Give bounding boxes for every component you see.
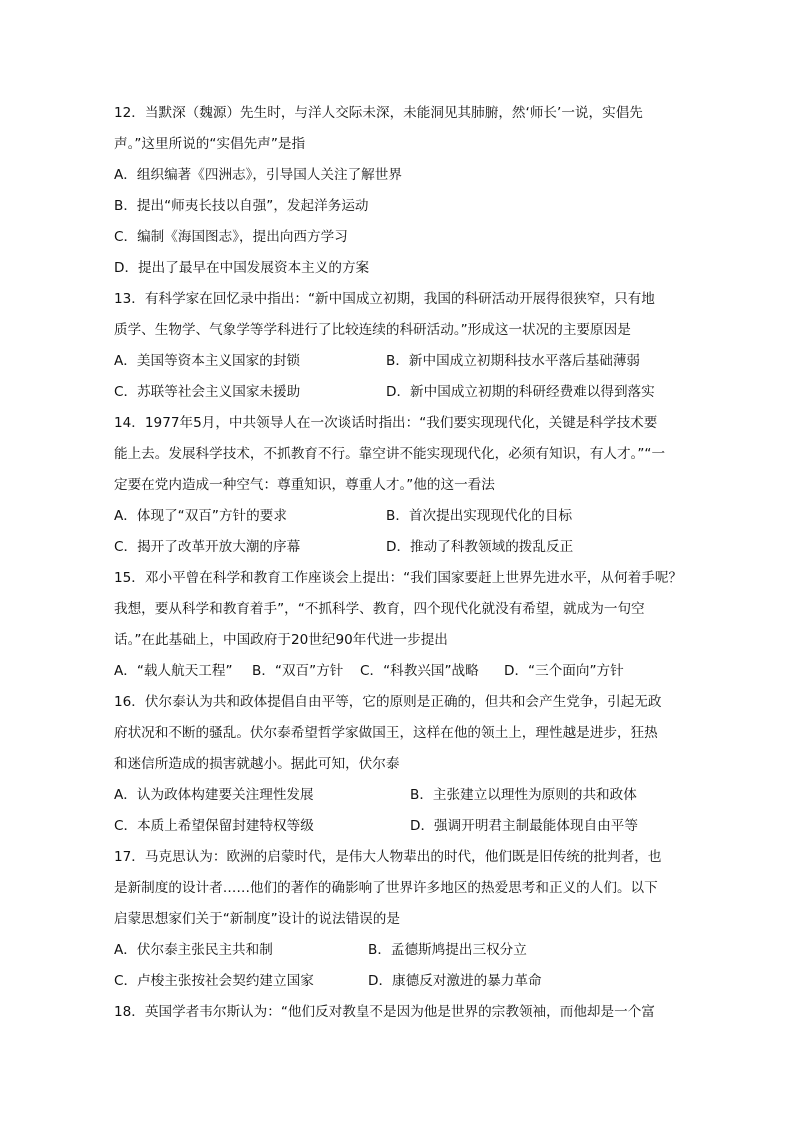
question-15-option-d: D．“三个面向”方针 xyxy=(504,663,624,679)
question-15-option-b: B．“双百”方针 xyxy=(252,663,344,679)
question-12-line-1: 12．当默深（魏源）先生时，与洋人交际未深，未能洞见其肺腑，然‘师长’一说，实倡先 xyxy=(114,105,643,121)
question-12-option-b: B．提出“师夷长技以自强”，发起洋务运动 xyxy=(114,198,369,214)
question-16-line-1: 16．伏尔泰认为共和政体提倡自由平等，它的原则是正确的，但共和会产生党争，引起无政 xyxy=(114,694,662,710)
question-17-option-a: A．伏尔泰主张民主共和制 xyxy=(114,942,273,958)
question-13-option-d: D．新中国成立初期的科研经费难以得到落实 xyxy=(386,384,655,400)
question-14-options-row-1 xyxy=(114,507,684,525)
question-17-options-row-2 xyxy=(114,972,684,990)
question-15-option-a: A．“载人航天工程” xyxy=(114,663,233,679)
question-17-line-1: 17．马克思认为：欧洲的启蒙时代，是伟大人物辈出的时代，他们既是旧传统的批判者，也 xyxy=(114,849,662,865)
question-15-option-c: C．“科教兴国”战略 xyxy=(360,663,479,679)
question-17-options-row-1 xyxy=(114,941,684,959)
question-15-options-row xyxy=(114,662,684,680)
question-12-option-d: D．提出了最早在中国发展资本主义的方案 xyxy=(114,260,370,276)
question-16-line-3: 和迷信所造成的损害就越小。据此可知，伏尔泰 xyxy=(114,756,400,772)
question-13-option-c: C．苏联等社会主义国家未援助 xyxy=(114,384,301,400)
question-16-option-c: C．本质上希望保留封建特权等级 xyxy=(114,818,314,834)
question-14-option-b: B．首次提出实现现代化的目标 xyxy=(386,508,573,524)
question-16-options-row-1 xyxy=(114,786,684,804)
question-17-option-b: B．孟德斯鸠提出三权分立 xyxy=(368,942,527,958)
question-16-line-2: 府状况和不断的骚乱。伏尔泰希望哲学家做国王，这样在他的领土上，理性越是进步，狂热 xyxy=(114,725,658,741)
question-17-line-2: 是新制度的设计者……他们的著作的确影响了世界许多地区的热爱思考和正义的人们。以下 xyxy=(114,880,658,896)
question-15-line-2: 我想，要从科学和教育着手”，“不抓科学、教育，四个现代化就没有希望，就成为一句空 xyxy=(114,601,645,617)
question-13-line-1: 13．有科学家在回忆录中指出：“新中国成立初期，我国的科研活动开展得很狭窄，只有地 xyxy=(114,291,655,307)
question-14-option-a: A．体现了“双百”方针的要求 xyxy=(114,508,287,524)
question-13-line-2: 质学、生物学、气象学等学科进行了比较连续的科研活动。”形成这一状况的主要原因是 xyxy=(114,322,631,338)
question-14-line-3: 定要在党内造成一种空气：尊重知识，尊重人才。”他的这一看法 xyxy=(114,477,495,493)
question-14-line-2: 能上去。发展科学技术，不抓教育不行。靠空讲不能实现现代化，必须有知识，有人才。”“一 xyxy=(114,446,666,462)
question-16-option-b: B．主张建立以理性为原则的共和政体 xyxy=(410,787,637,803)
question-13-option-a: A．美国等资本主义国家的封锁 xyxy=(114,353,301,369)
question-16-options-row-2 xyxy=(114,817,684,835)
question-17-option-c: C．卢梭主张按社会契约建立国家 xyxy=(114,973,314,989)
question-15-line-3: 话。”在此基础上，中国政府于20世纪90年代进一步提出 xyxy=(114,632,448,648)
question-12-option-c: C．编制《海国图志》，提出向西方学习 xyxy=(114,229,348,245)
question-16-option-a: A．认为政体构建要关注理性发展 xyxy=(114,787,314,803)
question-15-line-1: 15．邓小平曾在科学和教育工作座谈会上提出：“我们国家要赶上世界先进水平，从何着手呢？ xyxy=(114,570,683,586)
question-17-option-d: D．康德反对激进的暴力革命 xyxy=(368,973,542,989)
question-13-option-b: B．新中国成立初期科技水平落后基础薄弱 xyxy=(386,353,641,369)
question-14-options-row-2 xyxy=(114,538,684,556)
question-12-line-2: 声。”这里所说的“实倡先声”是指 xyxy=(114,136,306,152)
question-14-option-d: D．推动了科教领域的拨乱反正 xyxy=(386,539,574,555)
question-13-options-row-2 xyxy=(114,383,684,401)
question-16-option-d: D．强调开明君主制最能体现自由平等 xyxy=(410,818,638,834)
question-12-option-a: A．组织编著《四洲志》，引导国人关注了解世界 xyxy=(114,167,402,183)
question-17-line-3: 启蒙思想家们关于“新制度”设计的说法错误的是 xyxy=(114,911,400,927)
question-13-options-row-1 xyxy=(114,352,684,370)
question-18-line-1: 18．英国学者韦尔斯认为：“他们反对教皇不是因为他是世界的宗教领袖，而他却是一个富 xyxy=(114,1004,655,1020)
question-14-option-c: C．揭开了改革开放大潮的序幕 xyxy=(114,539,301,555)
question-14-line-1: 14．1977年5月，中共领导人在一次谈话时指出：“我们要实现现代化，关键是科学技术要 xyxy=(114,415,658,431)
